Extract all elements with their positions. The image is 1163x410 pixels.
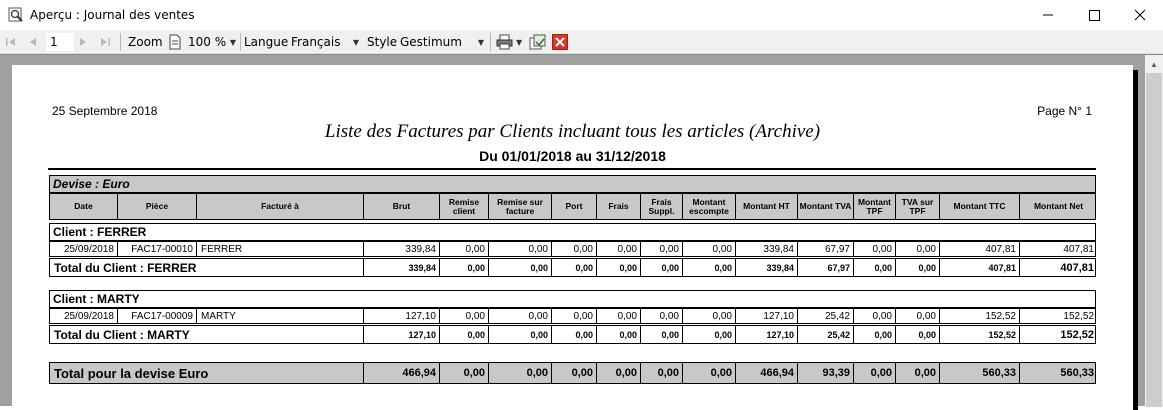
report-period: Du 01/01/2018 au 31/12/2018	[479, 148, 666, 164]
table-cell: 0,00	[896, 242, 940, 256]
total-cell: 0,00	[641, 326, 683, 343]
zoom-select[interactable]	[184, 33, 240, 51]
client-total-label: Total du Client : MARTY	[50, 326, 364, 343]
table-row[interactable]	[49, 241, 1096, 257]
table-cell: 25/09/2018	[50, 309, 118, 323]
grand-total-cell: 466,94	[736, 363, 798, 383]
total-cell: 0,00	[683, 326, 736, 343]
title-bar	[0, 0, 1163, 30]
minimize-icon	[1025, 0, 1071, 30]
total-cell: 0,00	[854, 259, 896, 276]
prev-page-button[interactable]	[26, 30, 40, 54]
total-cell: 0,00	[597, 259, 641, 276]
column-header: Montant TTC	[940, 194, 1020, 219]
print-icon	[496, 34, 514, 50]
table-cell: MARTY	[197, 309, 364, 323]
next-page-button[interactable]	[76, 30, 90, 54]
total-cell: 127,10	[364, 326, 440, 343]
table-cell: 0,00	[489, 309, 552, 323]
table-cell: FAC17-00010	[118, 242, 197, 256]
last-page-icon	[98, 35, 112, 49]
column-header: Montant TVA	[798, 194, 854, 219]
total-cell: 0,00	[896, 326, 940, 343]
preview-area[interactable]	[0, 54, 1163, 406]
total-cell: 0,00	[440, 259, 489, 276]
grand-total-cell: 0,00	[489, 363, 552, 383]
table-cell: 0,00	[552, 242, 597, 256]
grand-total-cell: 560,33	[1060, 367, 1094, 379]
column-header: Frais Suppl.	[641, 194, 683, 219]
grand-total-cell: 0,00	[854, 363, 896, 383]
table-cell: 407,81	[940, 242, 1020, 256]
close-icon	[1117, 0, 1163, 30]
table-cell: FERRER	[197, 242, 364, 256]
table-cell: 67,97	[798, 242, 854, 256]
table-cell: 0,00	[683, 242, 736, 256]
chevron-down-icon: ▼	[352, 37, 359, 47]
column-header: Frais	[597, 194, 641, 219]
page-icon	[168, 34, 182, 50]
table-cell: 0,00	[641, 242, 683, 256]
last-page-button[interactable]	[98, 30, 112, 54]
report-title: Liste des Factures par Clients incluant tous les articles (Archive)	[324, 121, 821, 142]
table-cell: 0,00	[854, 309, 896, 323]
report-date: 25 Septembre 2018	[52, 104, 158, 118]
toolbar-separator	[490, 33, 491, 51]
column-header: Remise client	[440, 194, 489, 219]
total-cell: 339,84	[364, 259, 440, 276]
column-header: TVA sur TPF	[896, 194, 940, 219]
table-row[interactable]	[49, 308, 1096, 324]
maximize-button[interactable]	[1071, 0, 1117, 30]
total-cell: 0,00	[683, 259, 736, 276]
total-cell: 0,00	[641, 259, 683, 276]
total-cell: 407,81	[1060, 261, 1094, 274]
client-header: Client : FERRER	[49, 223, 1096, 241]
toolbar-separator	[240, 33, 241, 51]
export-button[interactable]	[529, 30, 547, 54]
grand-total-cell: 0,00	[641, 363, 683, 383]
client-total-row	[49, 325, 1096, 344]
table-cell: 127,10	[364, 309, 440, 323]
page-view-button[interactable]	[168, 30, 182, 54]
table-cell: 0,00	[597, 309, 641, 323]
grand-total-cell: 93,39	[798, 363, 854, 383]
table-cell: 0,00	[641, 309, 683, 323]
style-label: Style	[367, 35, 398, 49]
table-cell: 0,00	[552, 309, 597, 323]
total-cell: 0,00	[597, 326, 641, 343]
chevron-down-icon: ▼	[477, 37, 484, 47]
close-preview-icon	[552, 34, 568, 50]
column-header: Facturé à	[197, 194, 364, 219]
close-preview-button[interactable]	[552, 30, 568, 54]
title-rule	[48, 168, 1096, 170]
toolbar	[0, 30, 1163, 54]
report-page-number: Page N° 1	[1037, 104, 1092, 118]
total-cell: 407,81	[940, 259, 1020, 276]
client-header: Client : MARTY	[49, 290, 1096, 308]
page-number-input[interactable]: 1	[46, 33, 74, 51]
table-cell: 0,00	[597, 242, 641, 256]
print-button[interactable]	[496, 30, 514, 54]
table-cell: 152,52	[940, 309, 1020, 323]
total-cell: 152,52	[1060, 328, 1094, 341]
minimize-button[interactable]	[1025, 0, 1071, 30]
total-cell: 0,00	[489, 326, 552, 343]
table-cell: 339,84	[364, 242, 440, 256]
client-total-label: Total du Client : FERRER	[50, 259, 364, 276]
table-header	[49, 193, 1096, 220]
table-cell: 0,00	[489, 242, 552, 256]
report-page	[12, 65, 1133, 410]
table-cell: 127,10	[736, 309, 798, 323]
zoom-value: 100 %	[188, 35, 227, 49]
style-value: Gestimum	[400, 35, 462, 49]
column-header: Remise sur facture	[489, 194, 552, 219]
maximize-icon	[1071, 0, 1117, 30]
grand-total-cell: 0,00	[597, 363, 641, 383]
table-cell: 339,84	[736, 242, 798, 256]
zoom-label: Zoom	[128, 35, 163, 49]
grand-total-cell: 0,00	[683, 363, 736, 383]
column-header: Montant escompte	[683, 194, 736, 219]
client-total-row	[49, 258, 1096, 277]
table-cell: 152,52	[1063, 310, 1094, 322]
total-cell: 0,00	[854, 326, 896, 343]
table-cell: 0,00	[440, 242, 489, 256]
next-page-icon	[76, 35, 90, 49]
column-header: Montant TPF	[854, 194, 896, 219]
first-page-icon	[4, 35, 18, 49]
page-shadow	[1133, 70, 1138, 410]
column-header: Montant HT	[736, 194, 798, 219]
grand-total-cell: 560,33	[940, 363, 1020, 383]
language-value: Français	[291, 35, 341, 49]
grand-total-row	[49, 362, 1096, 384]
total-cell: 0,00	[896, 259, 940, 276]
total-cell: 152,52	[940, 326, 1020, 343]
scroll-up-arrow-icon[interactable]: ▲	[1150, 59, 1158, 69]
total-cell: 67,97	[798, 259, 854, 276]
column-header: Port	[552, 194, 597, 219]
column-header: Brut	[364, 194, 440, 219]
total-cell: 0,00	[552, 326, 597, 343]
table-cell: FAC17-00009	[118, 309, 197, 323]
language-select[interactable]	[287, 33, 363, 51]
table-cell: 0,00	[683, 309, 736, 323]
grand-total-cell: 0,00	[552, 363, 597, 383]
total-cell: 127,10	[736, 326, 798, 343]
table-cell: 0,00	[854, 242, 896, 256]
grand-total-cell: 466,94	[364, 363, 440, 383]
column-header: Pièce	[118, 194, 197, 219]
total-cell: 25,42	[798, 326, 854, 343]
table-cell: 25,42	[798, 309, 854, 323]
grand-total-cell: 0,00	[896, 363, 940, 383]
total-cell: 0,00	[489, 259, 552, 276]
magnifier-icon	[8, 7, 24, 23]
column-header: Date	[50, 194, 118, 219]
table-cell: 0,00	[440, 309, 489, 323]
vertical-scrollbar[interactable]	[1145, 55, 1163, 407]
grand-total-cell: 0,00	[440, 363, 489, 383]
devise-row: Devise : Euro	[49, 175, 1096, 193]
total-cell: 339,84	[736, 259, 798, 276]
table-cell: 407,81	[1063, 243, 1094, 255]
close-button[interactable]	[1117, 0, 1163, 30]
chevron-down-icon: ▼	[229, 37, 236, 47]
table-cell: 0,00	[896, 309, 940, 323]
export-icon	[529, 34, 547, 50]
scroll-thumb[interactable]	[1146, 73, 1162, 407]
total-cell: 0,00	[552, 259, 597, 276]
first-page-button[interactable]	[4, 30, 18, 54]
grand-total-label: Total pour la devise Euro	[50, 363, 364, 383]
prev-page-icon	[26, 35, 40, 49]
style-select[interactable]	[396, 33, 488, 51]
table-cell: 25/09/2018	[50, 242, 118, 256]
toolbar-separator	[120, 33, 121, 51]
language-label: Langue	[244, 35, 289, 49]
chevron-down-icon[interactable]: ▼	[516, 37, 523, 47]
window-title: Aperçu : Journal des ventes	[30, 8, 195, 22]
column-header: Montant Net	[1033, 201, 1084, 211]
total-cell: 0,00	[440, 326, 489, 343]
